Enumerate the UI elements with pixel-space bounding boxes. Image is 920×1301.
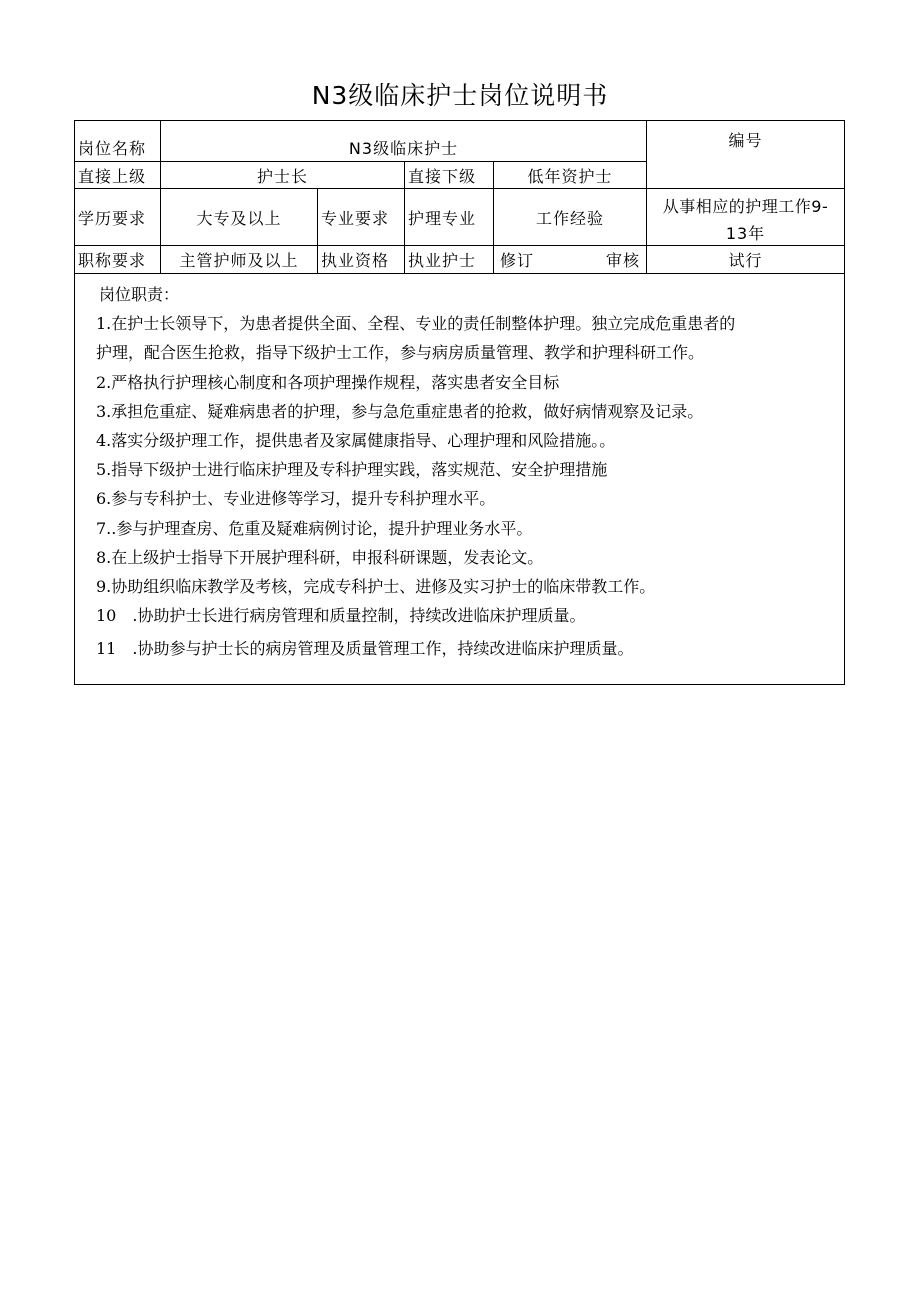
duty-line: 10 .协助护士长进行病房管理和质量控制，持续改进临床护理质量。 (96, 606, 586, 626)
revision-label: 修订 (500, 251, 535, 270)
major-value: 护理专业 (408, 208, 477, 228)
page-title: N3级临床护士岗位说明书 (311, 81, 609, 110)
subordinate-value: 低年资护士 (527, 166, 613, 186)
post-name-label: 岗位名称 (78, 139, 147, 158)
trial-label: 试行 (728, 251, 763, 270)
superior-value: 护士长 (256, 166, 308, 186)
license-value: 执业护士 (408, 251, 477, 270)
experience-value-line1: 从事相应的护理工作9- (662, 196, 829, 216)
duty-line: 4.落实分级护理工作，提供患者及家属健康指导、心理护理和风险措施。。 (96, 431, 616, 451)
duties-section (96, 280, 841, 664)
subordinate-label: 直接下级 (408, 166, 477, 186)
education-label: 学历要求 (78, 208, 147, 228)
duty-line: 8.在上级护士指导下开展护理科研，申报科研课题，发表论文。 (96, 547, 544, 567)
number-label: 编号 (728, 130, 763, 150)
duty-line: 9.协助组织临床教学及考核，完成专科护士、进修及实习护士的临床带教工作。 (96, 577, 656, 597)
license-label: 执业资格 (321, 251, 390, 270)
review-label: 审核 (605, 251, 640, 270)
duty-line: 护理，配合医生抢救，指导下级护士工作，参与病房质量管理、教学和护理科研工作。 (96, 343, 705, 363)
row-divider (74, 273, 845, 274)
major-label: 专业要求 (321, 208, 390, 228)
duty-line: 2.严格执行护理核心制度和各项护理操作规程，落实患者安全目标 (96, 372, 560, 392)
experience-value-line2: 13年 (725, 223, 766, 243)
title-value: 主管护师及以上 (179, 251, 299, 270)
duty-line: 6.参与专科护士、专业进修等学习，提升专科护理水平。 (96, 489, 496, 509)
duty-line: 11 .协助参与护士长的病房管理及质量管理工作，持续改进临床护理质量。 (96, 639, 634, 659)
superior-label: 直接上级 (78, 166, 147, 186)
duty-line: 3.承担危重症、疑难病患者的护理，参与急危重症患者的抢救，做好病情观察及记录。 (96, 401, 704, 421)
post-name-value: N3级临床护士 (348, 139, 459, 158)
duty-line: 5.指导下级护士进行临床护理及专科护理实践，落实规范、安全护理措施 (96, 460, 608, 480)
duties-heading: 岗位职责： (99, 285, 180, 304)
title-label: 职称要求 (78, 251, 147, 270)
education-value: 大专及以上 (196, 208, 282, 228)
duty-line: 7..参与护理查房、危重及疑难病例讨论，提升护理业务水平。 (96, 518, 533, 538)
experience-label: 工作经验 (535, 208, 604, 228)
duty-line: 1.在护士长领导下，为患者提供全面、全程、专业的责任制整体护理。独立完成危重患者的 (96, 314, 736, 334)
